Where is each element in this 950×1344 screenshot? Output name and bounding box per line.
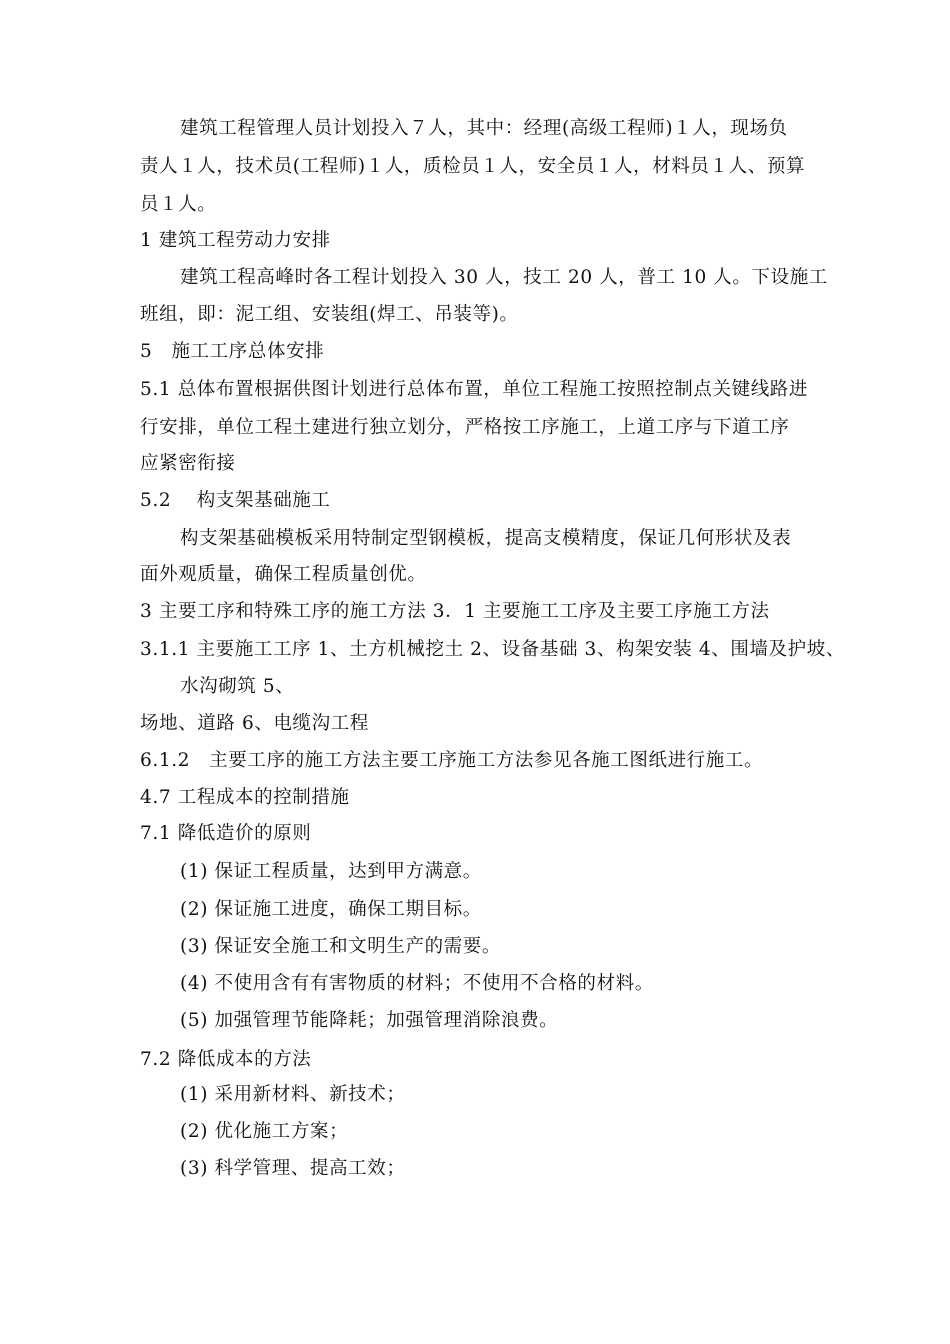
list-item: (4) 不使用含有有害物质的材料；不使用不合格的材料。: [180, 973, 654, 994]
section-heading: 7.2 降低成本的方法: [140, 1049, 312, 1070]
list-item: (5) 加强管理节能降耗；加强管理消除浪费。: [180, 1010, 559, 1031]
section-heading: 3 主要工序和特殊工序的施工方法 3．1 主要施工工序及主要工序施工方法: [140, 601, 770, 622]
list-item: (2) 优化施工方案；: [180, 1121, 349, 1142]
paragraph-line: 面外观质量，确保工程质量创优。: [140, 564, 427, 585]
list-item: (3) 保证安全施工和文明生产的需要。: [180, 936, 501, 957]
paragraph-line: 水沟砌筑 5、: [180, 676, 295, 697]
section-heading: 5 施工工序总体安排: [140, 341, 325, 362]
section-heading: 1 建筑工程劳动力安排: [140, 230, 331, 251]
section-heading: 5.2 构支架基础施工: [140, 490, 331, 511]
list-item: (1) 保证工程质量，达到甲方满意。: [180, 861, 482, 882]
paragraph-line: 班组，即：泥工组、安装组(焊工、吊装等)。: [140, 304, 519, 325]
paragraph-line: 责人１人，技术员(工程师)１人，质检员１人，安全员１人，材料员１人、预算: [140, 156, 806, 177]
paragraph-line: 场地、道路 6、电缆沟工程: [140, 713, 369, 734]
list-item: (3) 科学管理、提高工效；: [180, 1158, 406, 1179]
section-heading: 4.7 工程成本的控制措施: [140, 787, 350, 808]
paragraph-line: 建筑工程高峰时各工程计划投入 30 人，技工 20 人，普工 10 人。下设施工: [180, 267, 828, 288]
paragraph-line: 构支架基础模板采用特制定型钢模板，提高支模精度，保证几何形状及表: [180, 528, 792, 549]
list-item: (2) 保证施工进度，确保工期目标。: [180, 899, 482, 920]
section-heading: 7.1 降低造价的原则: [140, 823, 312, 844]
paragraph-line: 3.1.1 主要施工工序 1、土方机械挖土 2、设备基础 3、构架安装 4、围墙及护坡、: [140, 639, 845, 660]
paragraph-line: 建筑工程管理人员计划投入７人，其中：经理(高级工程师)１人，现场负: [180, 118, 788, 139]
paragraph-line: 员１人。: [140, 194, 217, 215]
list-item: (1) 采用新材料、新技术；: [180, 1084, 406, 1105]
paragraph-line: 5.1 总体布置根据供图计划进行总体布置，单位工程施工按照控制点关键线路进: [140, 379, 809, 400]
section-heading: 6.1.2 主要工序的施工方法主要工序施工方法参见各施工图纸进行施工。: [140, 750, 764, 771]
paragraph-line: 应紧密衔接: [140, 453, 236, 474]
paragraph-line: 行安排，单位工程土建进行独立划分，严格按工序施工，上道工序与下道工序: [140, 417, 790, 438]
